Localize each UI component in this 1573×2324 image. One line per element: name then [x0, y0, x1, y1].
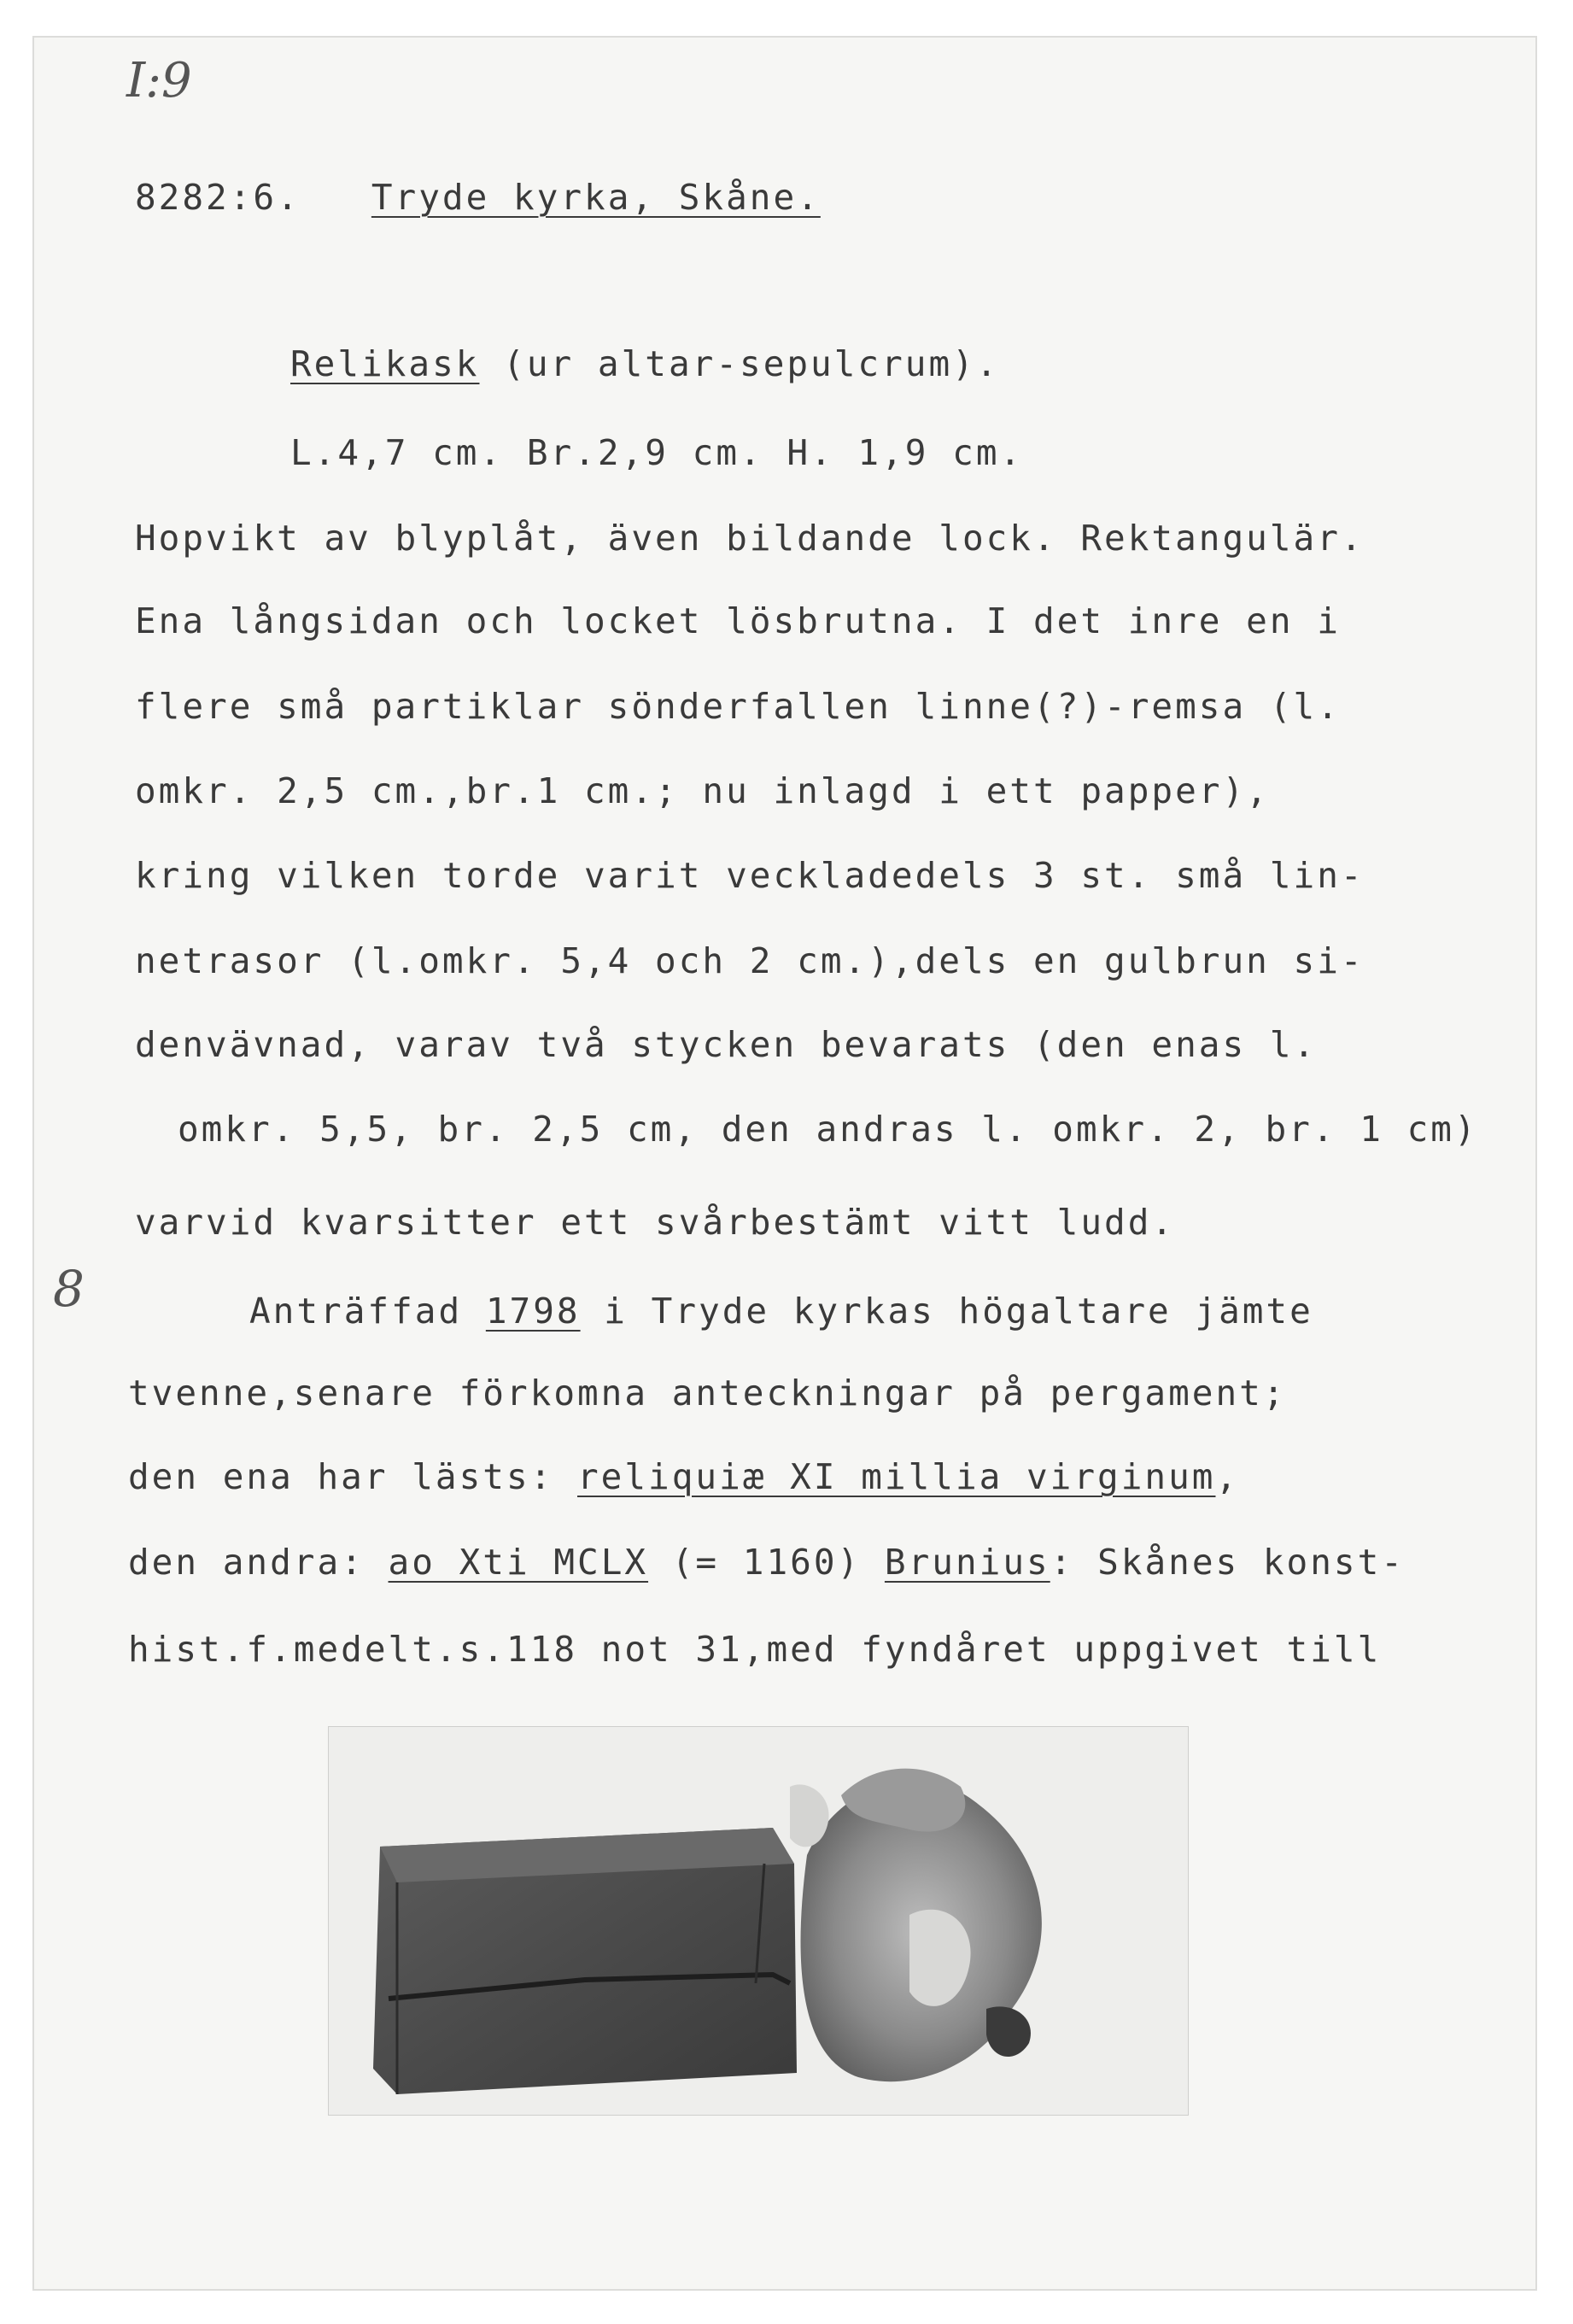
line3-prefix: den ena har lästs:	[128, 1456, 577, 1497]
reference-author: Brunius	[884, 1542, 1050, 1583]
description-line-3: flere små partiklar sönderfallen linne(?)-remsa (l.	[135, 686, 1341, 727]
location-title: Tryde kyrka, Skåne.	[371, 177, 821, 218]
artifact-photo-drawing	[329, 1727, 1188, 2115]
found-line-1	[249, 1290, 1313, 1332]
found-suffix: i Tryde kyrkas högaltare jämte	[580, 1291, 1313, 1332]
textile-fragments	[790, 1769, 1042, 2082]
description-line-8: omkr. 5,5, br. 2,5 cm, den andras l. omkr. 2, br. 1 cm)	[178, 1109, 1478, 1150]
description-line-5: kring vilken torde varit veckladedels 3 st. små lin-	[135, 855, 1365, 896]
dimensions: L.4,7 cm. Br.2,9 cm. H. 1,9 cm.	[290, 432, 1024, 473]
margin-mark: 8	[53, 1260, 85, 1318]
description-line-4: omkr. 2,5 cm.,br.1 cm.; nu inlagd i ett papper),	[135, 770, 1270, 811]
heading-line	[135, 176, 821, 219]
line3-suffix: ,	[1215, 1456, 1240, 1497]
description-line-2: Ena långsidan och locket lösbrutna. I det inre en i	[135, 600, 1341, 641]
found-line-3	[128, 1455, 1239, 1498]
found-line-4	[128, 1541, 1405, 1583]
found-line-2: tvenne,senare förkomna anteckningar på pergament;	[128, 1373, 1287, 1414]
object-title: Relikask	[290, 343, 480, 384]
inscription-1: reliquiæ XI millia virginum	[577, 1456, 1216, 1497]
description-line-9: varvid kvarsitter ett svårbestämt vitt ludd.	[135, 1202, 1176, 1243]
description-line-1: Hopvikt av blyplåt, även bildande lock. Rektangulär.	[135, 518, 1365, 559]
inscription-2: ao Xti MCLX	[388, 1542, 649, 1583]
handwritten-number: I:9	[126, 53, 192, 108]
description-line-7: denvävnad, varav två stycken bevarats (den enas l.	[135, 1024, 1318, 1065]
object-subtitle: (ur altar-sepulcrum).	[479, 343, 1000, 384]
lead-reliquary-box	[373, 1828, 797, 2094]
object-line	[290, 342, 1000, 385]
found-prefix: Anträffad	[249, 1291, 486, 1332]
line4-suffix: : Skånes konst-	[1050, 1542, 1405, 1583]
artifact-photo	[328, 1726, 1189, 2116]
line4-prefix: den andra:	[128, 1542, 389, 1583]
line4-middle: (= 1160)	[648, 1542, 862, 1583]
description-line-6: netrasor (l.omkr. 5,4 och 2 cm.),dels en gulbrun si-	[135, 940, 1365, 981]
found-line-5: hist.f.medelt.s.118 not 31,med fyndåret uppgivet till	[128, 1629, 1382, 1670]
catalog-number: 8282:6.	[135, 177, 301, 218]
found-year: 1798	[485, 1291, 581, 1332]
